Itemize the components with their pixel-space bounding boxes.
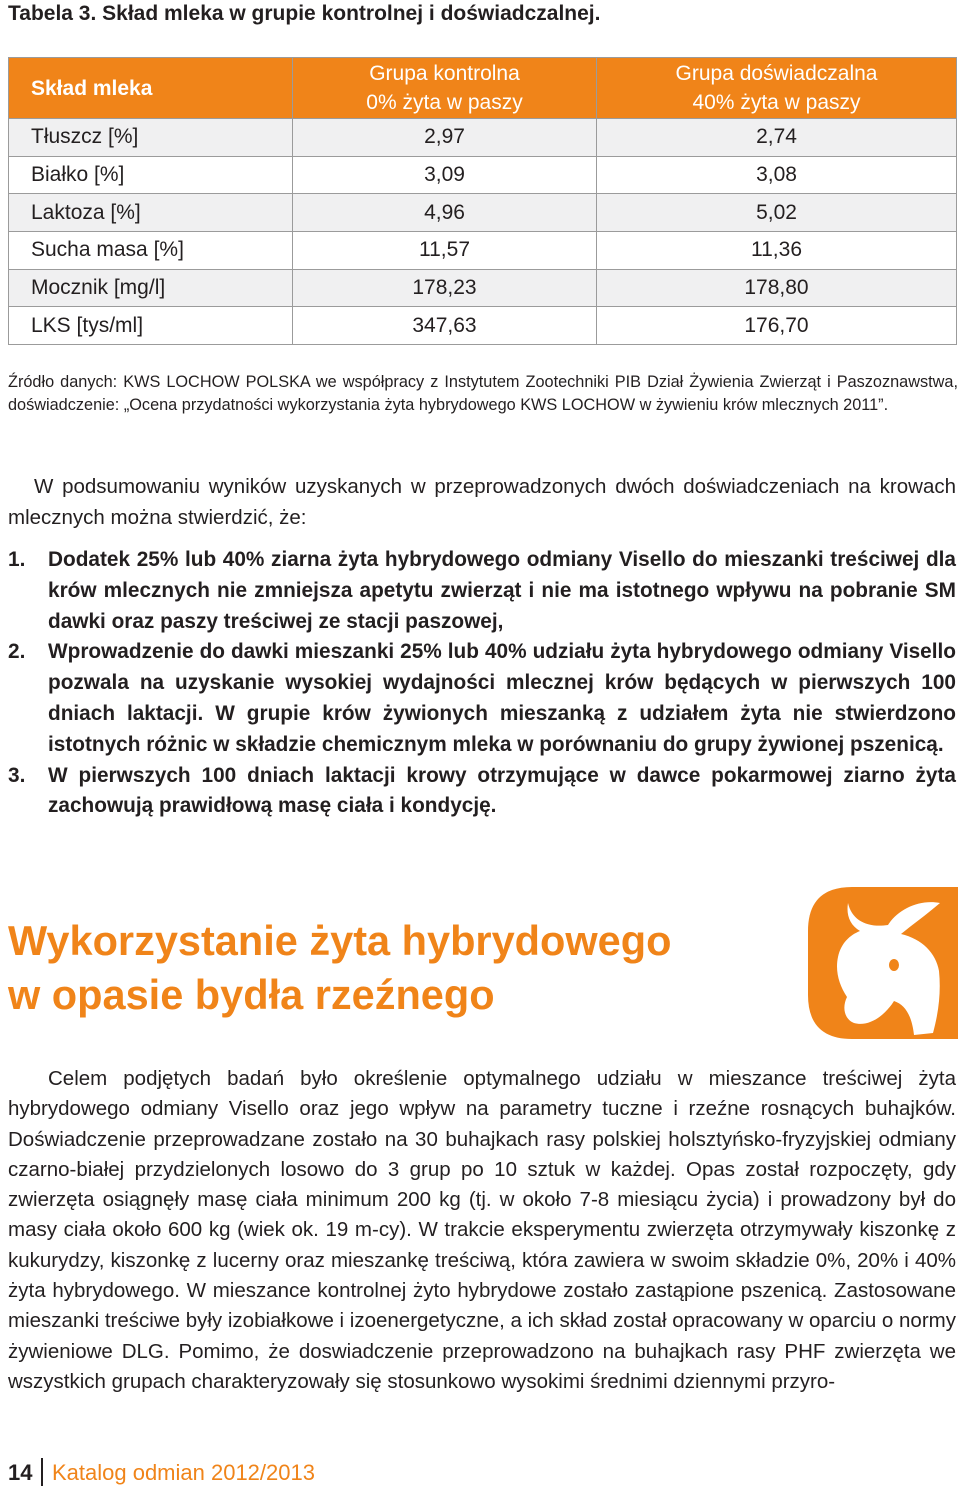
control-value: 178,23 — [293, 269, 597, 307]
control-value: 11,57 — [293, 232, 597, 270]
row-label: Tłuszcz [%] — [9, 119, 293, 157]
conclusion-text: Dodatek 25% lub 40% ziarna żyta hybrydowego odmiany Visello do mieszanki treściwej dla krów mlecznych nie zmniejsza apetytu zwierząt i nie ma istotnego wpływu na pobranie SM dawki oraz paszy treściwej ze stacji paszowej, — [48, 548, 956, 633]
section-heading — [8, 914, 671, 1022]
section-body-text: Celem podjętych badań było określenie optymalnego udziału w mieszance treściwej żyta hybrydowego odmiany Visello oraz jego wpływ na parametry tuczne i rzeźne rosnących buhajków. Doświadczenie przeprowadzane zostało na 30 buhajkach rasy polskiej holsztyńsko-fryzyjskiej odmiany czarno-białej przydzielonych losowo do 3 grup po 10 sztuk w każdej. Opas został rozpoczęty, gdy zwierzęta osiągnęły masę ciała minimum 200 kg (tj. w około 7-8 miesiącu życia) i prowadzony był do masy ciała około 600 kg (wiek ok. 19 m-cy). W trakcie eksperymentu zwierzęta otrzymywały kiszonkę z kukurydzy, kiszonkę z lucerny oraz mieszankę treściwą, która zawiera w swoim składzie 0%, 20% i 40% żyta hybrydowego. W mieszance kontrolnej żyto hybrydowe zostało zastąpione pszenicą. Zastosowane mieszanki treściwe były izobiałkowe i izoenergetyczne, a ich skład został opracowany w oparciu o normy żywieniowe DLG. Pomimo, że doswiadczenie przeprowadzono na buhajkach rasy PHF zwierzęta we wszystkich grupach charakteryzowały się stosunkowo wysokimi średnimi dziennymi przyro- — [8, 1067, 956, 1393]
experimental-value: 5,02 — [597, 194, 957, 232]
table-header-row — [9, 58, 957, 119]
row-label: LKS [tys/ml] — [9, 307, 293, 345]
experimental-value: 3,08 — [597, 156, 957, 194]
table-row — [9, 194, 957, 232]
row-label: Sucha masa [%] — [9, 232, 293, 270]
conclusion-item — [8, 761, 956, 823]
section-body-paragraph — [8, 1064, 956, 1397]
summary-text: W podsumowaniu wyników uzyskanych w przeprowadzonych dwóch doświadczeniach na krowach mlecznych można stwierdzić, że: — [8, 475, 956, 529]
table-row — [9, 307, 957, 345]
cow-head-icon — [808, 887, 958, 1039]
row-label: Mocznik [mg/l] — [9, 269, 293, 307]
row-label: Laktoza [%] — [9, 194, 293, 232]
control-value: 4,96 — [293, 194, 597, 232]
conclusion-text: Wprowadzenie do dawki mieszanki 25% lub 40% udziału żyta hybrydowego odmiany Visello pozwala na uzyskanie wysokiej wydajności mlecznej krów będących w pierwszych 100 dniach laktacji. W grupie krów żywionych mieszanką z udziałem żyta nie stwierdzono istotnych różnic w składzie chemicznym mleka w porównaniu do grupy żywionej pszenicą. — [48, 640, 956, 756]
conclusion-text: W pierwszych 100 dniach laktacji krowy otrzymujące w dawce pokarmowej ziarno żyta zachowują prawidłową masę ciała i kondycję. — [48, 763, 956, 818]
experimental-value: 176,70 — [597, 307, 957, 345]
conclusion-item — [8, 545, 956, 637]
header-control-group — [293, 58, 597, 119]
table-row — [9, 119, 957, 157]
page-number: 14 — [8, 1460, 33, 1485]
header-experimental-line2: 40% żyta w paszy — [692, 91, 861, 114]
control-value: 3,09 — [293, 156, 597, 194]
experimental-value: 178,80 — [597, 269, 957, 307]
section-heading-line2: w opasie bydła rzeźnego — [8, 971, 495, 1018]
header-experimental-line1: Grupa doświadczalna — [675, 62, 878, 85]
control-value: 347,63 — [293, 307, 597, 345]
section-heading-line1: Wykorzystanie żyta hybrydowego — [8, 917, 672, 964]
catalog-title: Katalog odmian 2012/2013 — [51, 1460, 315, 1485]
table-row — [9, 156, 957, 194]
summary-paragraph — [8, 471, 956, 533]
conclusion-number: 2. — [8, 640, 26, 664]
experimental-value: 11,36 — [597, 232, 957, 270]
row-label: Białko [%] — [9, 156, 293, 194]
conclusions-list — [8, 545, 956, 822]
header-control-line2: 0% żyta w paszy — [366, 91, 523, 114]
control-value: 2,97 — [293, 119, 597, 157]
header-milk-composition: Skład mleka — [9, 58, 293, 119]
header-experimental-group — [597, 58, 957, 119]
table-caption: Tabela 3. Skład mleka w grupie kontrolnej i doświadczalnej. — [8, 2, 601, 25]
header-control-line1: Grupa kontrolna — [369, 62, 520, 85]
conclusion-item — [8, 637, 956, 760]
page-footer — [8, 1458, 315, 1488]
table-source-note: Źródło danych: KWS LOCHOW POLSKA we współpracy z Instytutem Zootechniki PIB Dział Żywienia Zwierząt i Paszoznawstwa, doświadczenie: „Ocena przydatności wykorzystania żyta hybrydowego KWS LOCHOW w żywieniu krów mlecznych 2011”. — [8, 373, 958, 414]
conclusion-number: 1. — [8, 548, 26, 571]
milk-composition-table — [8, 57, 957, 345]
table-row — [9, 269, 957, 307]
conclusion-number: 3. — [8, 763, 26, 787]
table-row — [9, 232, 957, 270]
experimental-value: 2,74 — [597, 119, 957, 157]
footer-divider — [41, 1458, 43, 1486]
